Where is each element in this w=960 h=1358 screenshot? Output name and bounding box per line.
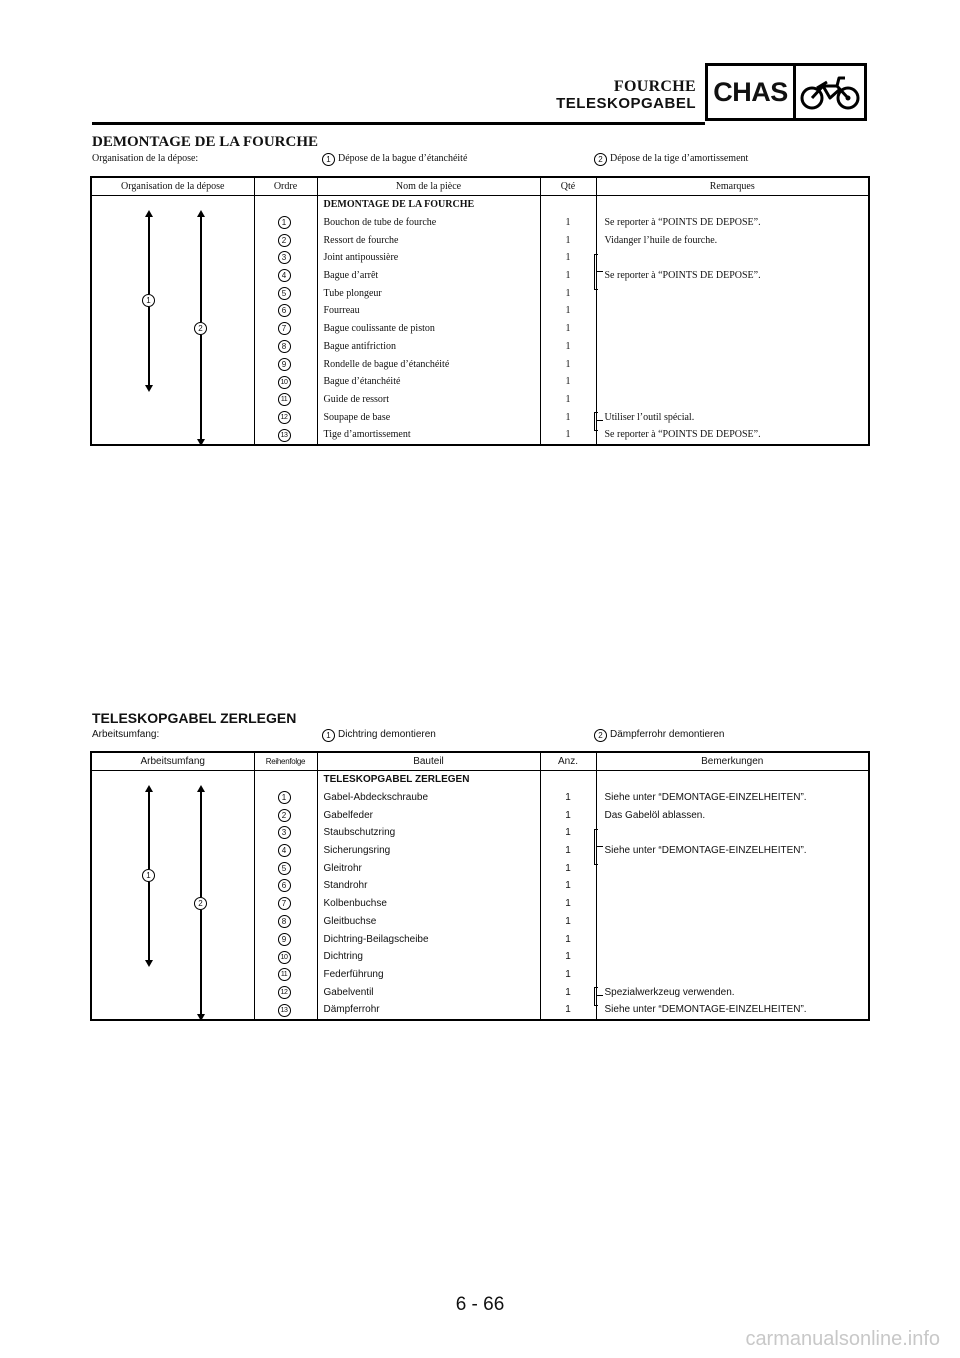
remark-bracket-tick xyxy=(597,995,603,996)
page-number: 6 - 66 xyxy=(455,1294,505,1315)
remark xyxy=(596,391,869,409)
part-name: Joint antipoussière xyxy=(317,249,540,267)
section-badge xyxy=(705,63,867,121)
order-number xyxy=(254,983,317,1001)
remark: Se reporter à “POINTS DE DEPOSE”. xyxy=(596,426,869,445)
remark-bracket-tick xyxy=(597,420,603,421)
remark xyxy=(596,895,869,913)
part-name: Gleitbuchse xyxy=(317,913,540,931)
order-number xyxy=(254,859,317,877)
circled-number: 11 xyxy=(278,393,291,406)
quantity: 1 xyxy=(540,231,596,249)
quantity: 1 xyxy=(540,895,596,913)
quantity: 1 xyxy=(540,302,596,320)
scope-item-2-de: 2 Dämpferrohr demontieren xyxy=(594,729,725,742)
quantity: 1 xyxy=(540,249,596,267)
section-code: CHAS xyxy=(708,66,796,118)
remark xyxy=(596,824,869,842)
order-number xyxy=(254,913,317,931)
order-number xyxy=(254,877,317,895)
remark: Spezialwerkzeug verwenden. xyxy=(596,983,869,1001)
circled-number: 2 xyxy=(594,729,607,742)
part-name: Staubschutzring xyxy=(317,824,540,842)
order-number xyxy=(254,1001,317,1020)
order-number xyxy=(254,320,317,338)
remark-bracket-tick xyxy=(597,846,603,847)
order-number xyxy=(254,930,317,948)
header-title-de: TELESKOPGABEL xyxy=(556,95,696,112)
remark xyxy=(596,355,869,373)
part-name: Gleitrohr xyxy=(317,859,540,877)
order-number xyxy=(254,284,317,302)
circled-number: 8 xyxy=(278,340,291,353)
scope-item-1-fr: 1 Dépose de la bague d’étanchéité xyxy=(322,153,467,166)
part-name: Gabelventil xyxy=(317,983,540,1001)
column-header: Remarques xyxy=(596,177,869,196)
order-number xyxy=(254,824,317,842)
remark: Siehe unter “DEMONTAGE-EINZELHEITEN”. xyxy=(596,842,869,860)
quantity: 1 xyxy=(540,966,596,984)
circled-number: 10 xyxy=(278,376,291,389)
column-header: Reihenfolge xyxy=(254,752,317,771)
circled-number: 4 xyxy=(278,269,291,282)
quantity: 1 xyxy=(540,391,596,409)
column-header: Organisation de la dépose xyxy=(91,177,254,196)
remark: Das Gabelöl ablassen. xyxy=(596,806,869,824)
quantity: 1 xyxy=(540,1001,596,1020)
circled-number: 2 xyxy=(278,234,291,247)
part-name: Dichtring-Beilagscheibe xyxy=(317,930,540,948)
remark-bracket-tick xyxy=(597,271,603,272)
scope-label-fr: Organisation de la dépose: xyxy=(92,153,199,164)
quantity: 1 xyxy=(540,408,596,426)
column-header: Bemerkungen xyxy=(596,752,869,771)
remark xyxy=(596,373,869,391)
circled-number: 5 xyxy=(278,862,291,875)
remark-bracket xyxy=(594,412,598,431)
part-name: Dämpferrohr xyxy=(317,1001,540,1020)
header-rule xyxy=(92,122,705,125)
parts-table-fr xyxy=(90,176,870,446)
remark xyxy=(596,284,869,302)
circled-number: 2 xyxy=(594,153,607,166)
part-name: Federführung xyxy=(317,966,540,984)
order-number xyxy=(254,249,317,267)
part-name: Tube plongeur xyxy=(317,284,540,302)
part-name: Bague coulissante de piston xyxy=(317,320,540,338)
remark: Se reporter à “POINTS DE DEPOSE”. xyxy=(596,267,869,285)
remark: Siehe unter “DEMONTAGE-EINZELHEITEN”. xyxy=(596,789,869,807)
remark xyxy=(596,302,869,320)
column-header: Nom de la pièce xyxy=(317,177,540,196)
order-number xyxy=(254,408,317,426)
circled-number: 1 xyxy=(278,791,291,804)
quantity: 1 xyxy=(540,824,596,842)
quantity: 1 xyxy=(540,859,596,877)
remark xyxy=(596,249,869,267)
circled-number: 9 xyxy=(278,358,291,371)
circled-number: 3 xyxy=(278,826,291,839)
arrow-label-2: 2 xyxy=(194,322,210,335)
circled-number: 1 xyxy=(322,153,335,166)
circled-number: 1 xyxy=(278,216,291,229)
column-header: Anz. xyxy=(540,752,596,771)
circled-number: 2 xyxy=(278,809,291,822)
part-name: Ressort de fourche xyxy=(317,231,540,249)
circled-number: 5 xyxy=(278,287,291,300)
remark: Siehe unter “DEMONTAGE-EINZELHEITEN”. xyxy=(596,1001,869,1020)
order-number xyxy=(254,302,317,320)
part-name: Standrohr xyxy=(317,877,540,895)
order-number xyxy=(254,426,317,445)
remark: Vidanger l’huile de fourche. xyxy=(596,231,869,249)
quantity: 1 xyxy=(540,983,596,1001)
part-name: Bague d’étanchéité xyxy=(317,373,540,391)
order-number xyxy=(254,267,317,285)
part-name: Soupape de base xyxy=(317,408,540,426)
order-number xyxy=(254,338,317,356)
circled-number: 13 xyxy=(278,1004,291,1017)
part-name: Gabelfeder xyxy=(317,806,540,824)
quantity: 1 xyxy=(540,948,596,966)
remark xyxy=(596,966,869,984)
circled-number: 11 xyxy=(278,968,291,981)
quantity: 1 xyxy=(540,789,596,807)
scope-item-1-de: 1 Dichtring demontieren xyxy=(322,729,436,742)
header-title-fr: FOURCHE xyxy=(613,78,696,95)
quantity: 1 xyxy=(540,426,596,445)
remark xyxy=(596,338,869,356)
part-name: Bouchon de tube de fourche xyxy=(317,214,540,232)
circled-number: 7 xyxy=(278,897,291,910)
part-name: Sicherungsring xyxy=(317,842,540,860)
group-title: DEMONTAGE DE LA FOURCHE xyxy=(317,196,540,214)
remark-bracket xyxy=(594,254,598,290)
parts-table-de xyxy=(90,751,870,1021)
part-name: Bague d’arrêt xyxy=(317,267,540,285)
quantity: 1 xyxy=(540,842,596,860)
circled-number: 3 xyxy=(278,251,291,264)
order-number xyxy=(254,231,317,249)
part-name: Rondelle de bague d’étanchéité xyxy=(317,355,540,373)
order-number xyxy=(254,966,317,984)
part-name: Dichtring xyxy=(317,948,540,966)
remark xyxy=(596,930,869,948)
column-header: Arbeitsumfang xyxy=(91,752,254,771)
arrow-label-1: 1 xyxy=(142,869,158,882)
order-number xyxy=(254,355,317,373)
circled-number: 12 xyxy=(278,411,291,424)
circled-number: 13 xyxy=(278,429,291,442)
arrow-label-1: 1 xyxy=(142,294,158,307)
part-name: Kolbenbuchse xyxy=(317,895,540,913)
order-number xyxy=(254,948,317,966)
quantity: 1 xyxy=(540,806,596,824)
remark-bracket xyxy=(594,987,598,1006)
watermark: carmanualsonline.info xyxy=(745,1328,940,1350)
motorcycle-icon xyxy=(796,66,864,118)
removal-order-diagram xyxy=(91,771,254,1020)
removal-order-diagram xyxy=(91,196,254,445)
quantity: 1 xyxy=(540,930,596,948)
column-header: Ordre xyxy=(254,177,317,196)
circled-number: 1 xyxy=(322,729,335,742)
circled-number: 4 xyxy=(278,844,291,857)
part-name: Bague antifriction xyxy=(317,338,540,356)
part-name: Tige d’amortissement xyxy=(317,426,540,445)
circled-number: 10 xyxy=(278,951,291,964)
column-header: Bauteil xyxy=(317,752,540,771)
order-number xyxy=(254,373,317,391)
column-header: Qté xyxy=(540,177,596,196)
quantity: 1 xyxy=(540,267,596,285)
arrow-label-2: 2 xyxy=(194,897,210,910)
quantity: 1 xyxy=(540,284,596,302)
quantity: 1 xyxy=(540,877,596,895)
order-number xyxy=(254,895,317,913)
quantity: 1 xyxy=(540,338,596,356)
quantity: 1 xyxy=(540,373,596,391)
quantity: 1 xyxy=(540,355,596,373)
remark: Utiliser l’outil spécial. xyxy=(596,408,869,426)
remark xyxy=(596,913,869,931)
scope-item-2-fr: 2 Dépose de la tige d’amortissement xyxy=(594,153,748,166)
order-number xyxy=(254,806,317,824)
order-number xyxy=(254,842,317,860)
section-title-fr: DEMONTAGE DE LA FOURCHE xyxy=(92,134,318,150)
section-title-de: TELESKOPGABEL ZERLEGEN xyxy=(92,710,297,726)
remark xyxy=(596,877,869,895)
remark xyxy=(596,859,869,877)
scope-label-de: Arbeitsumfang: xyxy=(92,729,160,740)
order-number xyxy=(254,789,317,807)
circled-number: 12 xyxy=(278,986,291,999)
part-name: Guide de ressort xyxy=(317,391,540,409)
remark xyxy=(596,320,869,338)
quantity: 1 xyxy=(540,320,596,338)
remark: Se reporter à “POINTS DE DEPOSE”. xyxy=(596,214,869,232)
remark-bracket xyxy=(594,829,598,865)
circled-number: 7 xyxy=(278,322,291,335)
quantity: 1 xyxy=(540,214,596,232)
circled-number: 6 xyxy=(278,879,291,892)
part-name: Fourreau xyxy=(317,302,540,320)
group-title: TELESKOPGABEL ZERLEGEN xyxy=(317,771,540,789)
order-number xyxy=(254,391,317,409)
order-number xyxy=(254,214,317,232)
circled-number: 8 xyxy=(278,915,291,928)
part-name: Gabel-Abdeckschraube xyxy=(317,789,540,807)
circled-number: 9 xyxy=(278,933,291,946)
quantity: 1 xyxy=(540,913,596,931)
circled-number: 6 xyxy=(278,304,291,317)
remark xyxy=(596,948,869,966)
